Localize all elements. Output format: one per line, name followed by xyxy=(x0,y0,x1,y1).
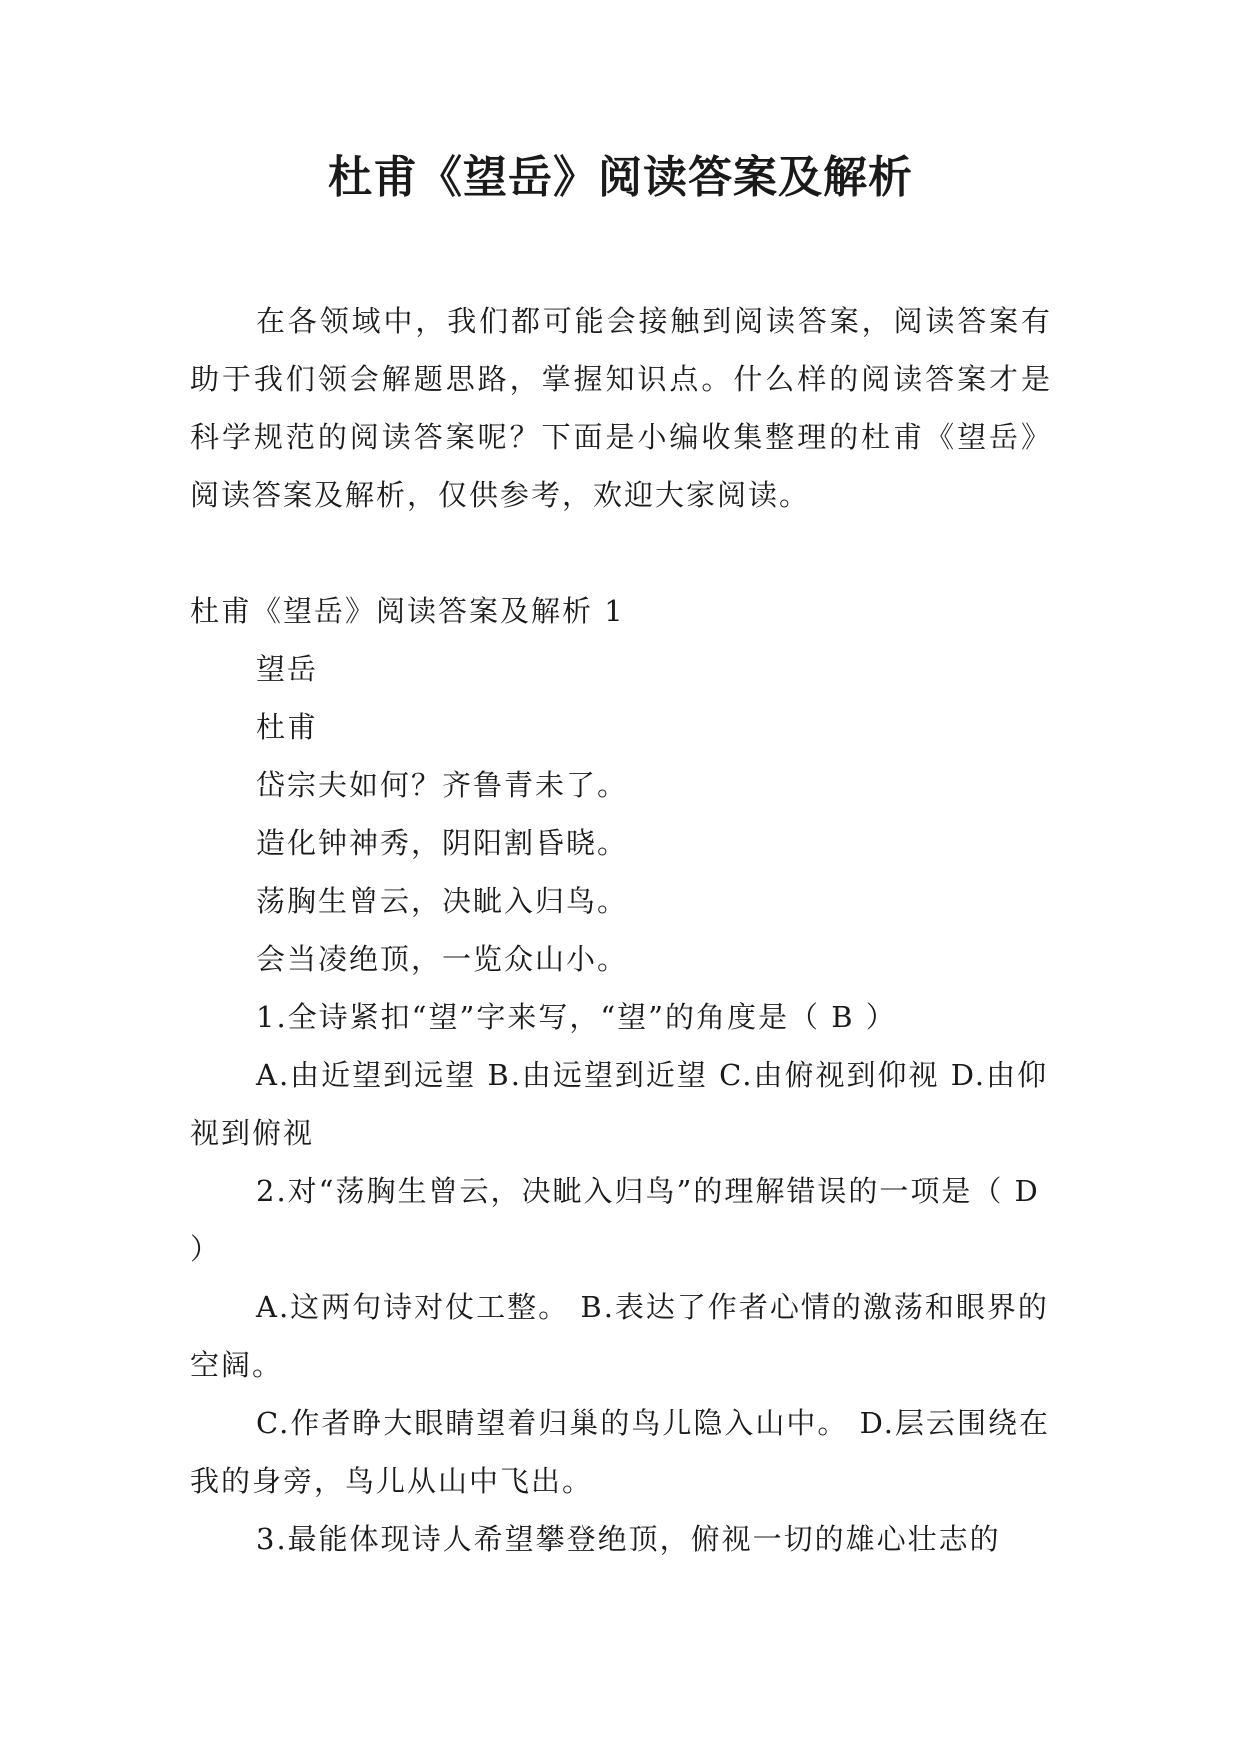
poem-line: 会当凌绝顶，一览众山小。 xyxy=(256,942,629,976)
question-options: A.这两句诗对仗工整。 B.表达了作者心情的激荡和眼界的空阔。 xyxy=(190,1290,1049,1382)
poem-line: 荡胸生曾云，决眦入归鸟。 xyxy=(256,884,629,918)
poem-title: 望岳 xyxy=(256,652,319,686)
intro-paragraph: 在各领域中，我们都可能会接触到阅读答案，阅读答案有助于我们领会解题思路，掌握知识点。什么样的阅读答案才是科学规范的阅读答案呢？下面是小编收集整理的杜甫《望岳》阅读答案及解析，仅供参考，欢迎大家阅读。 xyxy=(190,304,1052,512)
question-stem: 2.对“荡胸生曾云，决眦入归鸟”的理解错误的一项是（ D ） xyxy=(190,1174,1040,1266)
question-stem: 1.全诗紧扣“望”字来写，“望”的角度是（ B ） xyxy=(256,1000,897,1034)
poem-line: 造化钟神秀，阴阳割昏晓。 xyxy=(256,826,629,860)
question-options: A.由近望到远望 B.由远望到近望 C.由俯视到仰视 D.由仰视到俯视 xyxy=(190,1058,1049,1150)
paragraph-spacer xyxy=(190,524,1052,582)
question-stem: 3.最能体现诗人希望攀登绝顶，俯视一切的雄心壮志的 xyxy=(256,1522,1001,1556)
question-options: C.作者睁大眼睛望着归巢的鸟儿隐入山中。 D.层云围绕在我的身旁，鸟儿从山中飞出。 xyxy=(190,1406,1051,1498)
poem-author: 杜甫 xyxy=(256,710,319,744)
section-heading: 杜甫《望岳》阅读答案及解析 1 xyxy=(190,594,625,628)
document-body xyxy=(190,292,1052,1568)
document-title: 杜甫《望岳》阅读答案及解析 xyxy=(328,152,913,203)
poem-line: 岱宗夫如何？齐鲁青未了。 xyxy=(256,768,629,802)
